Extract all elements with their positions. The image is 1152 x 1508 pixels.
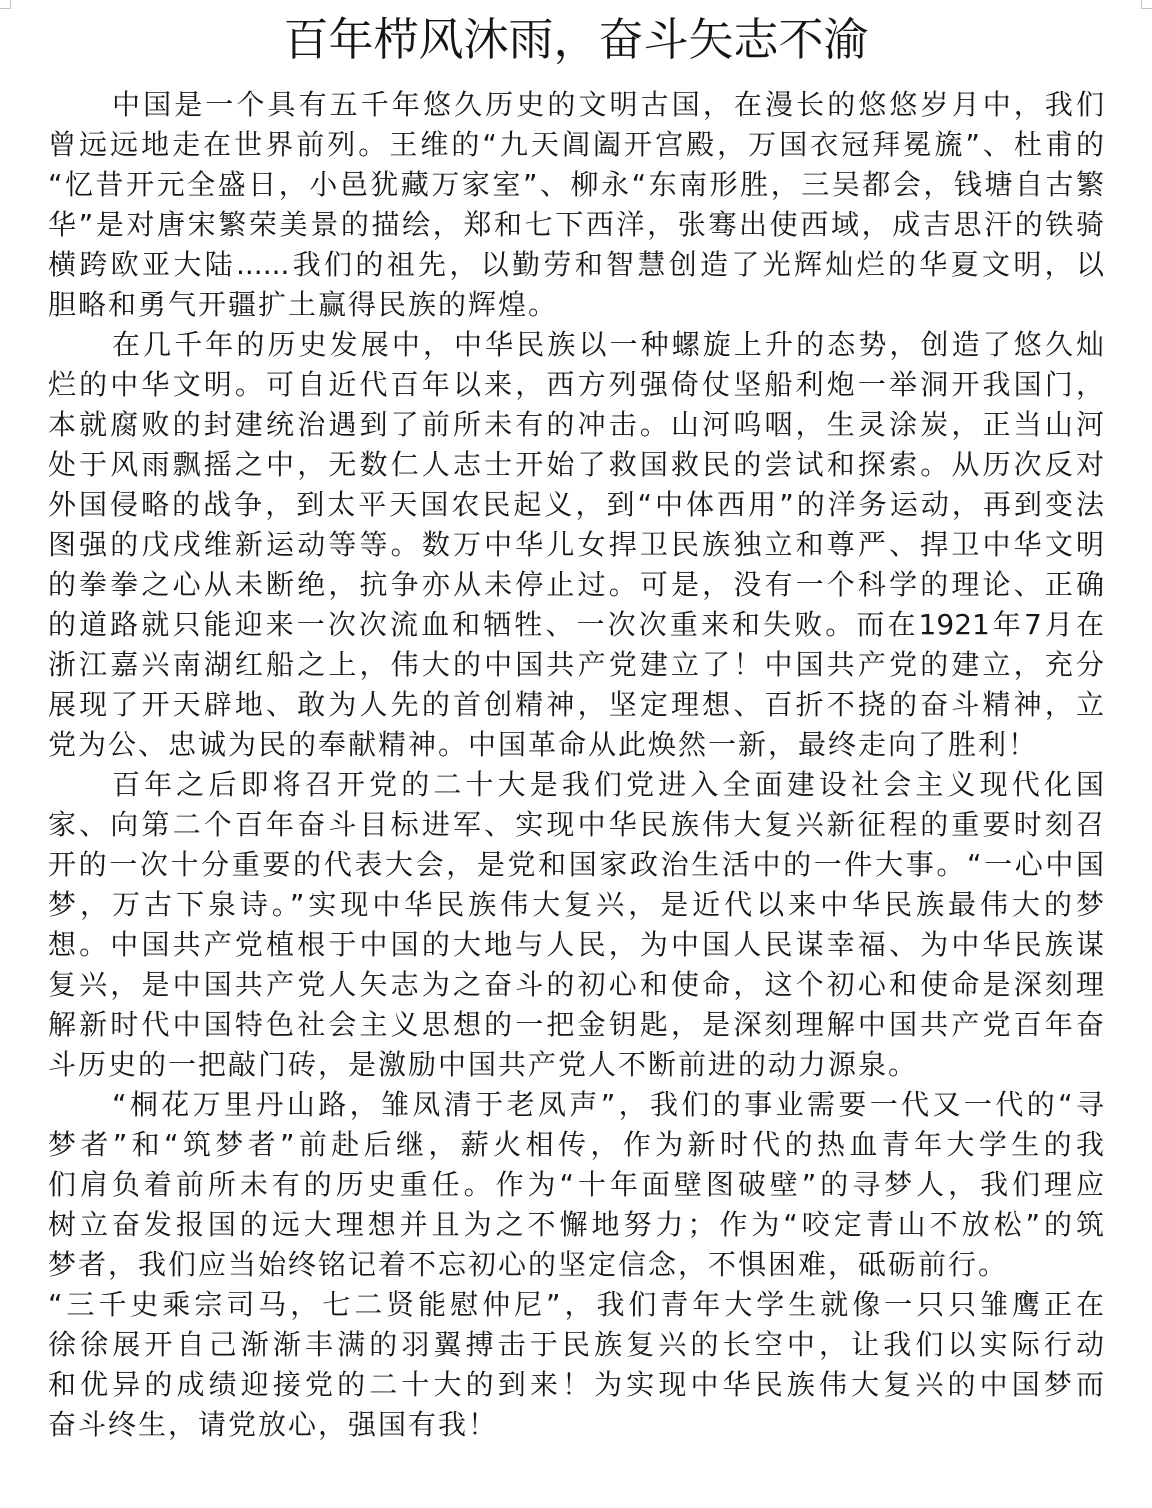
text-line: 梦者，我们应当始终铭记着不忘初心的坚定信念，不惧困难，砥砺前行。 — [48, 1248, 1009, 1281]
text-line: 中国是一个具有五千年悠久历史的文明古国，在漫长的悠悠岁月中，我们 — [112, 88, 1104, 121]
text-line: 横跨欧亚大陆......我们的祖先，以勤劳和智慧创造了光辉灿烂的华夏文明，以 — [48, 248, 1104, 281]
text-line: 党为公、忠诚为民的奉献精神。中国革命从此焕然一新，最终走向了胜利！ — [48, 728, 1039, 761]
text-line: 的拳拳之心从未断绝，抗争亦从未停止过。可是，没有一个科学的理论、正确 — [48, 568, 1104, 601]
text-line: 们肩负着前所未有的历史重任。作为“十年面壁图破壁”的寻梦人，我们理应 — [48, 1168, 1104, 1201]
text-line: 胆略和勇气开疆扩土赢得民族的辉煌。 — [48, 288, 559, 321]
text-line: 梦者”和“筑梦者”前赴后继，薪火相传，作为新时代的热血青年大学生的我 — [48, 1128, 1104, 1161]
text-line: 外国侵略的战争，到太平天国农民起义，到“中体西用”的洋务运动，再到变法 — [48, 488, 1104, 521]
text-line: 曾远远地走在世界前列。王维的“九天阊阖开宫殿，万国衣冠拜冕旒”、杜甫的 — [48, 128, 1104, 161]
text-line: 家、向第二个百年奋斗目标进军、实现中华民族伟大复兴新征程的重要时刻召 — [48, 808, 1104, 841]
text-line: 百年之后即将召开党的二十大是我们党进入全面建设社会主义现代化国 — [112, 768, 1104, 801]
text-line: 的道路就只能迎来一次次流血和牺牲、一次次重来和失败。而在1921年7月在 — [48, 608, 1104, 641]
text-line: 梦，万古下泉诗。”实现中华民族伟大复兴，是近代以来中华民族最伟大的梦 — [48, 888, 1104, 921]
text-line: 烂的中华文明。可自近代百年以来，西方列强倚仗坚船利炮一举洞开我国门， — [48, 368, 1104, 401]
paragraph-3 — [48, 765, 1104, 1085]
text-line: “桐花万里丹山路，雏凤清于老凤声”，我们的事业需要一代又一代的“寻 — [112, 1088, 1104, 1121]
text-line: 徐徐展开自己渐渐丰满的羽翼搏击于民族复兴的长空中，让我们以实际行动 — [48, 1328, 1104, 1361]
text-line: 想。中国共产党植根于中国的大地与人民，为中国人民谋幸福、为中华民族谋 — [48, 928, 1104, 961]
text-line: 复兴，是中国共产党人矢志为之奋斗的初心和使命，这个初心和使命是深刻理 — [48, 968, 1104, 1001]
document-title: 百年栉风沐雨，奋斗矢志不渝 — [283, 13, 869, 66]
text-line: 处于风雨飘摇之中，无数仁人志士开始了救国救民的尝试和探索。从历次反对 — [48, 448, 1104, 481]
text-line: 奋斗终生，请党放心，强国有我！ — [48, 1408, 499, 1441]
text-line: 华”是对唐宋繁荣美景的描绘，郑和七下西洋，张骞出使西域，成吉思汗的铁骑 — [48, 208, 1104, 241]
text-line: 在几千年的历史发展中，中华民族以一种螺旋上升的态势，创造了悠久灿 — [112, 328, 1104, 361]
text-line: 展现了开天辟地、敢为人先的首创精神，坚定理想、百折不挠的奋斗精神，立 — [48, 688, 1104, 721]
text-line: “忆昔开元全盛日，小邑犹藏万家室”、柳永“东南形胜，三吴都会，钱塘自古繁 — [48, 168, 1104, 201]
paragraph-4 — [48, 1085, 1104, 1285]
text-line: 浙江嘉兴南湖红船之上，伟大的中国共产党建立了！中国共产党的建立，充分 — [48, 648, 1104, 681]
paragraph-2 — [48, 325, 1104, 765]
paragraph-1 — [48, 85, 1104, 325]
article-body — [48, 85, 1104, 1445]
paragraph-5 — [48, 1285, 1104, 1445]
text-line: 本就腐败的封建统治遇到了前所未有的冲击。山河呜咽，生灵涂炭，正当山河 — [48, 408, 1104, 441]
text-line: 图强的戊戌维新运动等等。数万中华儿女捍卫民族独立和尊严、捍卫中华文明 — [48, 528, 1104, 561]
text-line: 解新时代中国特色社会主义思想的一把金钥匙，是深刻理解中国共产党百年奋 — [48, 1008, 1104, 1041]
text-line: 开的一次十分重要的代表大会，是党和国家政治生活中的一件大事。“一心中国 — [48, 848, 1104, 881]
text-line: 和优异的成绩迎接党的二十大的到来！为实现中华民族伟大复兴的中国梦而 — [48, 1368, 1104, 1401]
text-line: “三千史乘宗司马，七二贤能慰仲尼”，我们青年大学生就像一只只雏鹰正在 — [48, 1288, 1104, 1321]
text-line: 斗历史的一把敲门砖，是激励中国共产党人不断前进的动力源泉。 — [48, 1048, 919, 1081]
text-line: 树立奋发报国的远大理想并且为之不懈地努力；作为“咬定青山不放松”的筑 — [48, 1208, 1104, 1241]
